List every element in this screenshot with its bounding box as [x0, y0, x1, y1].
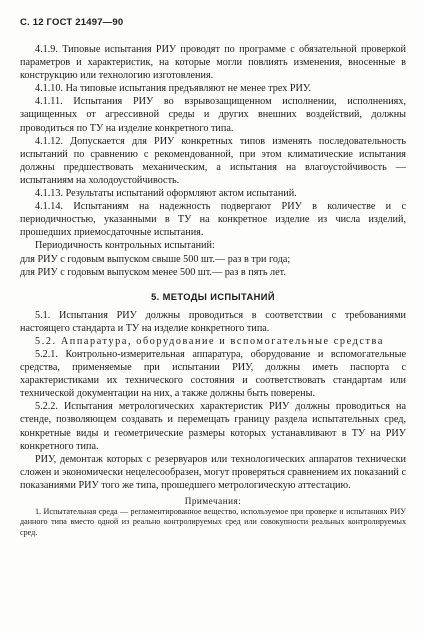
- clause-4-1-9: 4.1.9. Типовые испытания РИУ проводят по программе с обязательной проверкой параметров и характеристик, на которые могли повлиять изменения, вносенные в конструкцию или технологию изготовления.: [20, 44, 406, 82]
- demontage-paragraph: РИУ, демонтаж которых с резервуаров или технологических аппаратов технически сложен и экономически нецелесообразен, могут проверяться сравнением их показаний с показаниями РИУ того же типа, прошедшего метрологическую аттестацию.: [20, 453, 406, 491]
- periodicity-text: Периодичность контрольных испытаний:: [35, 240, 215, 252]
- page-header: С. 12 ГОСТ 21497—90: [20, 17, 124, 28]
- clause-4-1-12: 4.1.12. Допускается для РИУ конкретных типов изменять последовательность испытаний по сравнению с рекомендованной, при этом климатические испытания должны предшествовать механическим, а испытания на влагоустойчивость — испытаниям на холодоустойчивость.: [20, 135, 406, 186]
- clause-5-2: 5.2. Аппаратура, оборудование и вспомогательные средства: [35, 335, 384, 347]
- note-1: 1. Испытательная среда — регламентированное вещество, используемое при проверке и испытаниях РИУ данного типа вместо одной из реально контролируемых сред или совокупности реальных контролируемых сред.: [20, 507, 406, 537]
- clause-4-1-13: 4.1.13. Результаты испытаний оформляют актом испытаний.: [35, 188, 297, 200]
- periodicity-line-2: для РИУ с годовым выпуском менее 500 шт.— раз в пять лет.: [20, 266, 286, 278]
- clause-4-1-14: 4.1.14. Испытаниям на надежность подвергают РИУ в количестве и с периодичностью, указанными в ТУ на конкретное изделие из числа изделий, прошедших приемосдаточные испытания.: [20, 201, 406, 239]
- clause-4-1-10: 4.1.10. На типовые испытания предъявляют не менее трех РИУ.: [35, 83, 312, 95]
- page-content: [20, 43, 406, 538]
- clause-5-2-2: 5.2.2. Испытания метрологических характеристик РИУ должны проводиться на стенде, позволяющем создавать и перемещать границу раздела испытательных сред, конкретные виды и геометрические размеры которых устанавливают в ТУ на РИУ конкретного типа.: [20, 401, 406, 452]
- clause-5-1: 5.1. Испытания РИУ должны проводиться в соответствии с требованиями настоящего стандарта и ТУ на изделие конкретного типа.: [20, 309, 406, 334]
- clause-5-2-1: 5.2.1. Контрольно-измерительная аппаратура, оборудование и вспомогательные средства, применяемые при испытании РИУ, должны иметь паспорта с характеристиками их технического состояния и соответствовать стандартам или технической документации на них, а также должны быть поверены.: [20, 348, 406, 400]
- clause-4-1-11: 4.1.11. Испытания РИУ во взрывозащищенном исполнении, исполнениях, защищенных от агрессивной среды и других внешних воздействий, должны проводиться по ТУ на изделие конкретного типа.: [20, 96, 406, 134]
- periodicity-line-1: для РИУ с годовым выпуском свыше 500 шт.— раз в три года;: [20, 253, 291, 265]
- section-5-title: 5. МЕТОДЫ ИСПЫТАНИЙ: [151, 291, 275, 302]
- notes-title: Примечания:: [184, 496, 242, 506]
